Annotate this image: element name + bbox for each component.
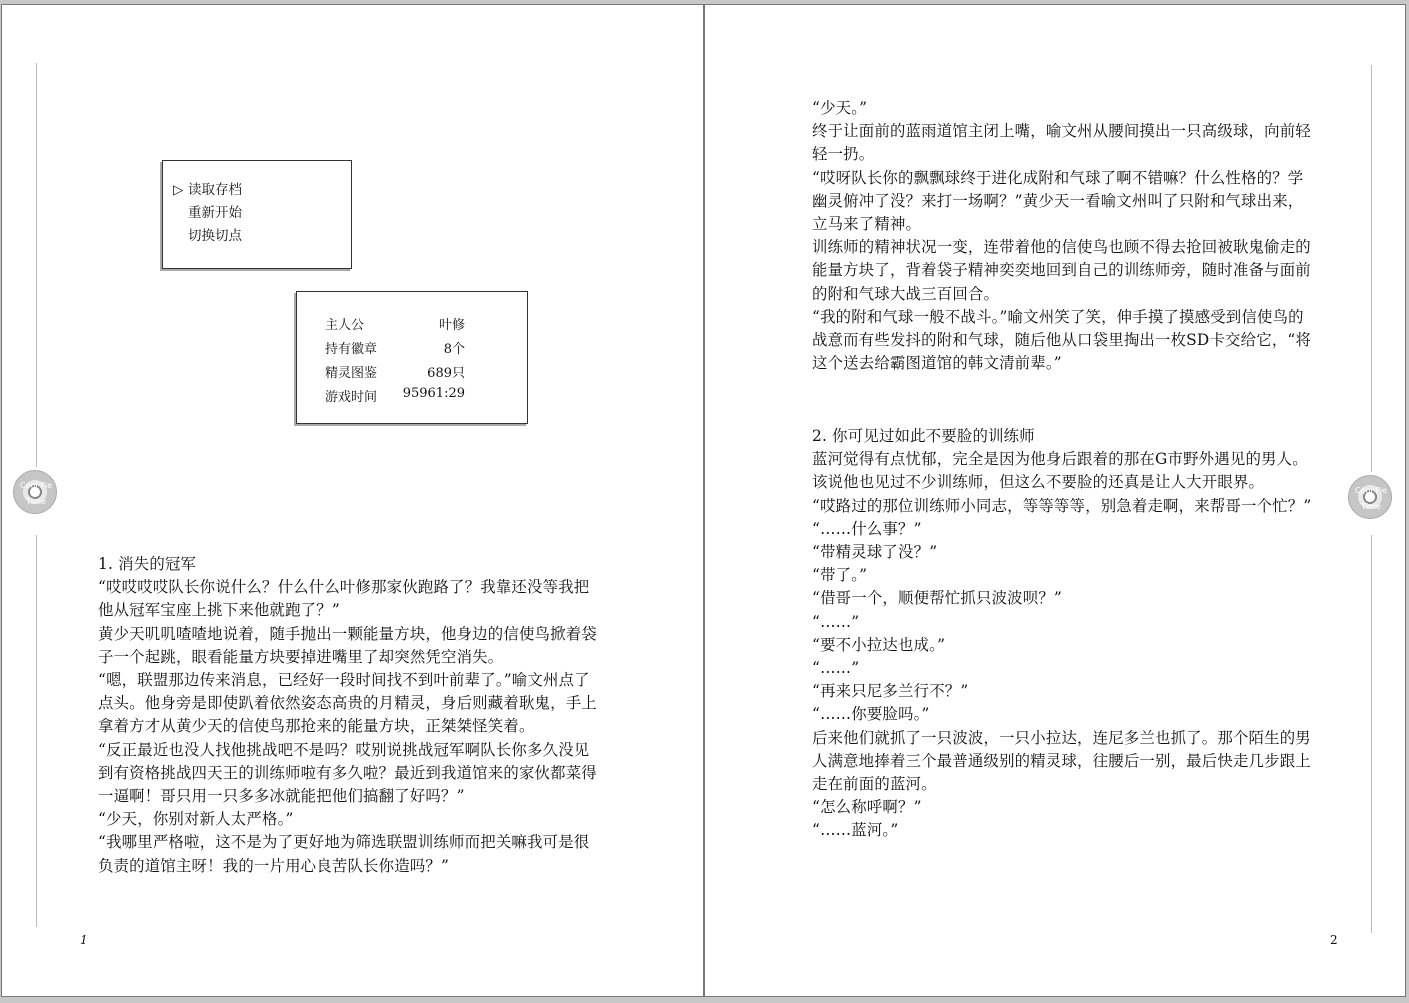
paragraph: “哎哎哎哎队长你说什么？什么什么叶修那家伙跑路了？我靠还没等我把他从冠军宝座上挑下来他就跑了？”	[98, 578, 590, 620]
disc-icon: Cool Pie Time	[13, 470, 57, 514]
margin-line-bottom	[36, 535, 37, 927]
margin-line-top	[36, 63, 37, 467]
paragraph: 黄少天叽叽喳喳地说着，随手抛出一颗能量方块，他身边的信使鸟掀着袋子一个起跳，眼看能量方块要掉进嘴里了却突然凭空消失。	[98, 624, 597, 666]
page-number: 2	[1330, 933, 1338, 947]
page-number: 1	[80, 933, 88, 947]
paragraph: “反正最近也没人找他挑战吧不是吗？哎别说挑战冠军啊队长你多久没见到有资格挑战四天王的训练师啦有多久啦？最近到我道馆来的家伙都菜得一逼啊！哥只用一只多多冰就能把他们搞翻了好吗？”	[98, 740, 597, 806]
paragraph: “带了。”	[812, 566, 868, 585]
chapter-heading: 2. 你可见过如此不要脸的训练师	[812, 427, 1035, 445]
paragraph: “少天，你别对新人太严格。”	[98, 810, 294, 829]
paragraph: “要不小拉达也成。”	[812, 635, 946, 654]
paragraph: “带精灵球了没？”	[812, 543, 938, 562]
left-body-text	[98, 553, 598, 878]
chapter-heading: 1. 消失的冠军	[98, 555, 197, 573]
paragraph: 后来他们就抓了一只波波，一只小拉达，连尼多兰也抓了。那个陌生的男人满意地捧着三个最普通级别的精灵球，往腰后一别，最后快走几步跟上走在前面的蓝河。	[812, 728, 1311, 794]
paragraph: 该说他也见过不少训练师，但这么不要脸的还真是让人大开眼界。	[812, 473, 1265, 492]
paragraph: “再来只尼多兰行不？”	[812, 682, 969, 701]
paragraph: “哎路过的那位训练师小同志，等等等等，别急着走啊，来帮哥一个忙？”	[812, 496, 1312, 515]
menu-item-load-save[interactable]: 读取存档	[188, 182, 242, 198]
left-page	[1, 4, 704, 997]
paragraph: 终于让面前的蓝雨道馆主闭上嘴，喻文州从腰间摸出一只高级球，向前轻轻一扔。	[812, 122, 1311, 164]
margin-line-top	[1371, 65, 1372, 472]
menu-item-restart[interactable]: 重新开始	[188, 205, 242, 221]
right-page	[704, 4, 1406, 997]
paragraph: “……”	[812, 612, 860, 631]
paragraph: 训练师的精神状况一变，连带着他的信使鸟也顾不得去抢回被耿鬼偷走的能量方块了，背着袋子精神奕奕地回到自己的训练师旁，随时准备与面前的附和气球大战三百回合。	[812, 238, 1311, 303]
paragraph: “我的附和气球一般不战斗。”喻文州笑了笑，伸手摸了摸感受到信使鸟的战意而有些发抖的附和气球，随后他从口袋里掏出一枚SD卡交给它，“将这个送去给霸图道馆的韩文清前辈。”	[812, 307, 1312, 373]
paragraph: “……”	[812, 659, 860, 678]
paragraph: “我哪里严格啦，这不是为了更好地为筛选联盟训练师而把关嘛我可是很负责的道馆主呀！我的一片用心良苦队长你造吗？”	[98, 833, 590, 875]
paragraph: “怎么称呼啊？”	[812, 798, 922, 817]
menu-cursor-icon: ▷	[173, 182, 184, 198]
game-menu	[162, 160, 352, 269]
paragraph: “……你要脸吗。”	[812, 705, 930, 724]
right-body-text-top	[812, 97, 1312, 375]
paragraph: “哎呀队长你的飘飘球终于进化成附和气球了啊不错嘛？什么性格的？学幽灵俯冲了没？来打一场啊？”黄少天一看喻文州叫了只附和气球出来，立马来了精神。	[812, 168, 1304, 234]
paragraph: “嗯，联盟那边传来消息，已经好一段时间找不到叶前辈了。”喻文州点了点头。他身旁是即使趴着依然姿态高贵的月精灵，身后则藏着耿鬼，手上拿着方才从黄少天的信使鸟那抢来的能量方块，正桀桀怪笑着。	[98, 671, 597, 736]
paragraph: “……蓝河。”	[812, 821, 899, 840]
paragraph: “少天。”	[812, 99, 868, 117]
menu-item-switch[interactable]: 切换切点	[188, 228, 242, 244]
paragraph: “……什么事？”	[812, 519, 922, 538]
paragraph: “借哥一个，顺便帮忙抓只波波呗？”	[812, 589, 1062, 608]
right-body-text-bottom	[812, 425, 1312, 843]
paragraph: 蓝河觉得有点忧郁，完全是因为他身后跟着的那在G市野外遇见的男人。	[812, 450, 1308, 469]
disc-icon: Cool Pie Time	[1348, 475, 1392, 519]
margin-line-bottom	[1371, 535, 1372, 933]
save-info-panel: 主人公 叶修 持有徽章 8个 精灵图鉴 689只 游戏时间 95961:29	[296, 291, 528, 424]
